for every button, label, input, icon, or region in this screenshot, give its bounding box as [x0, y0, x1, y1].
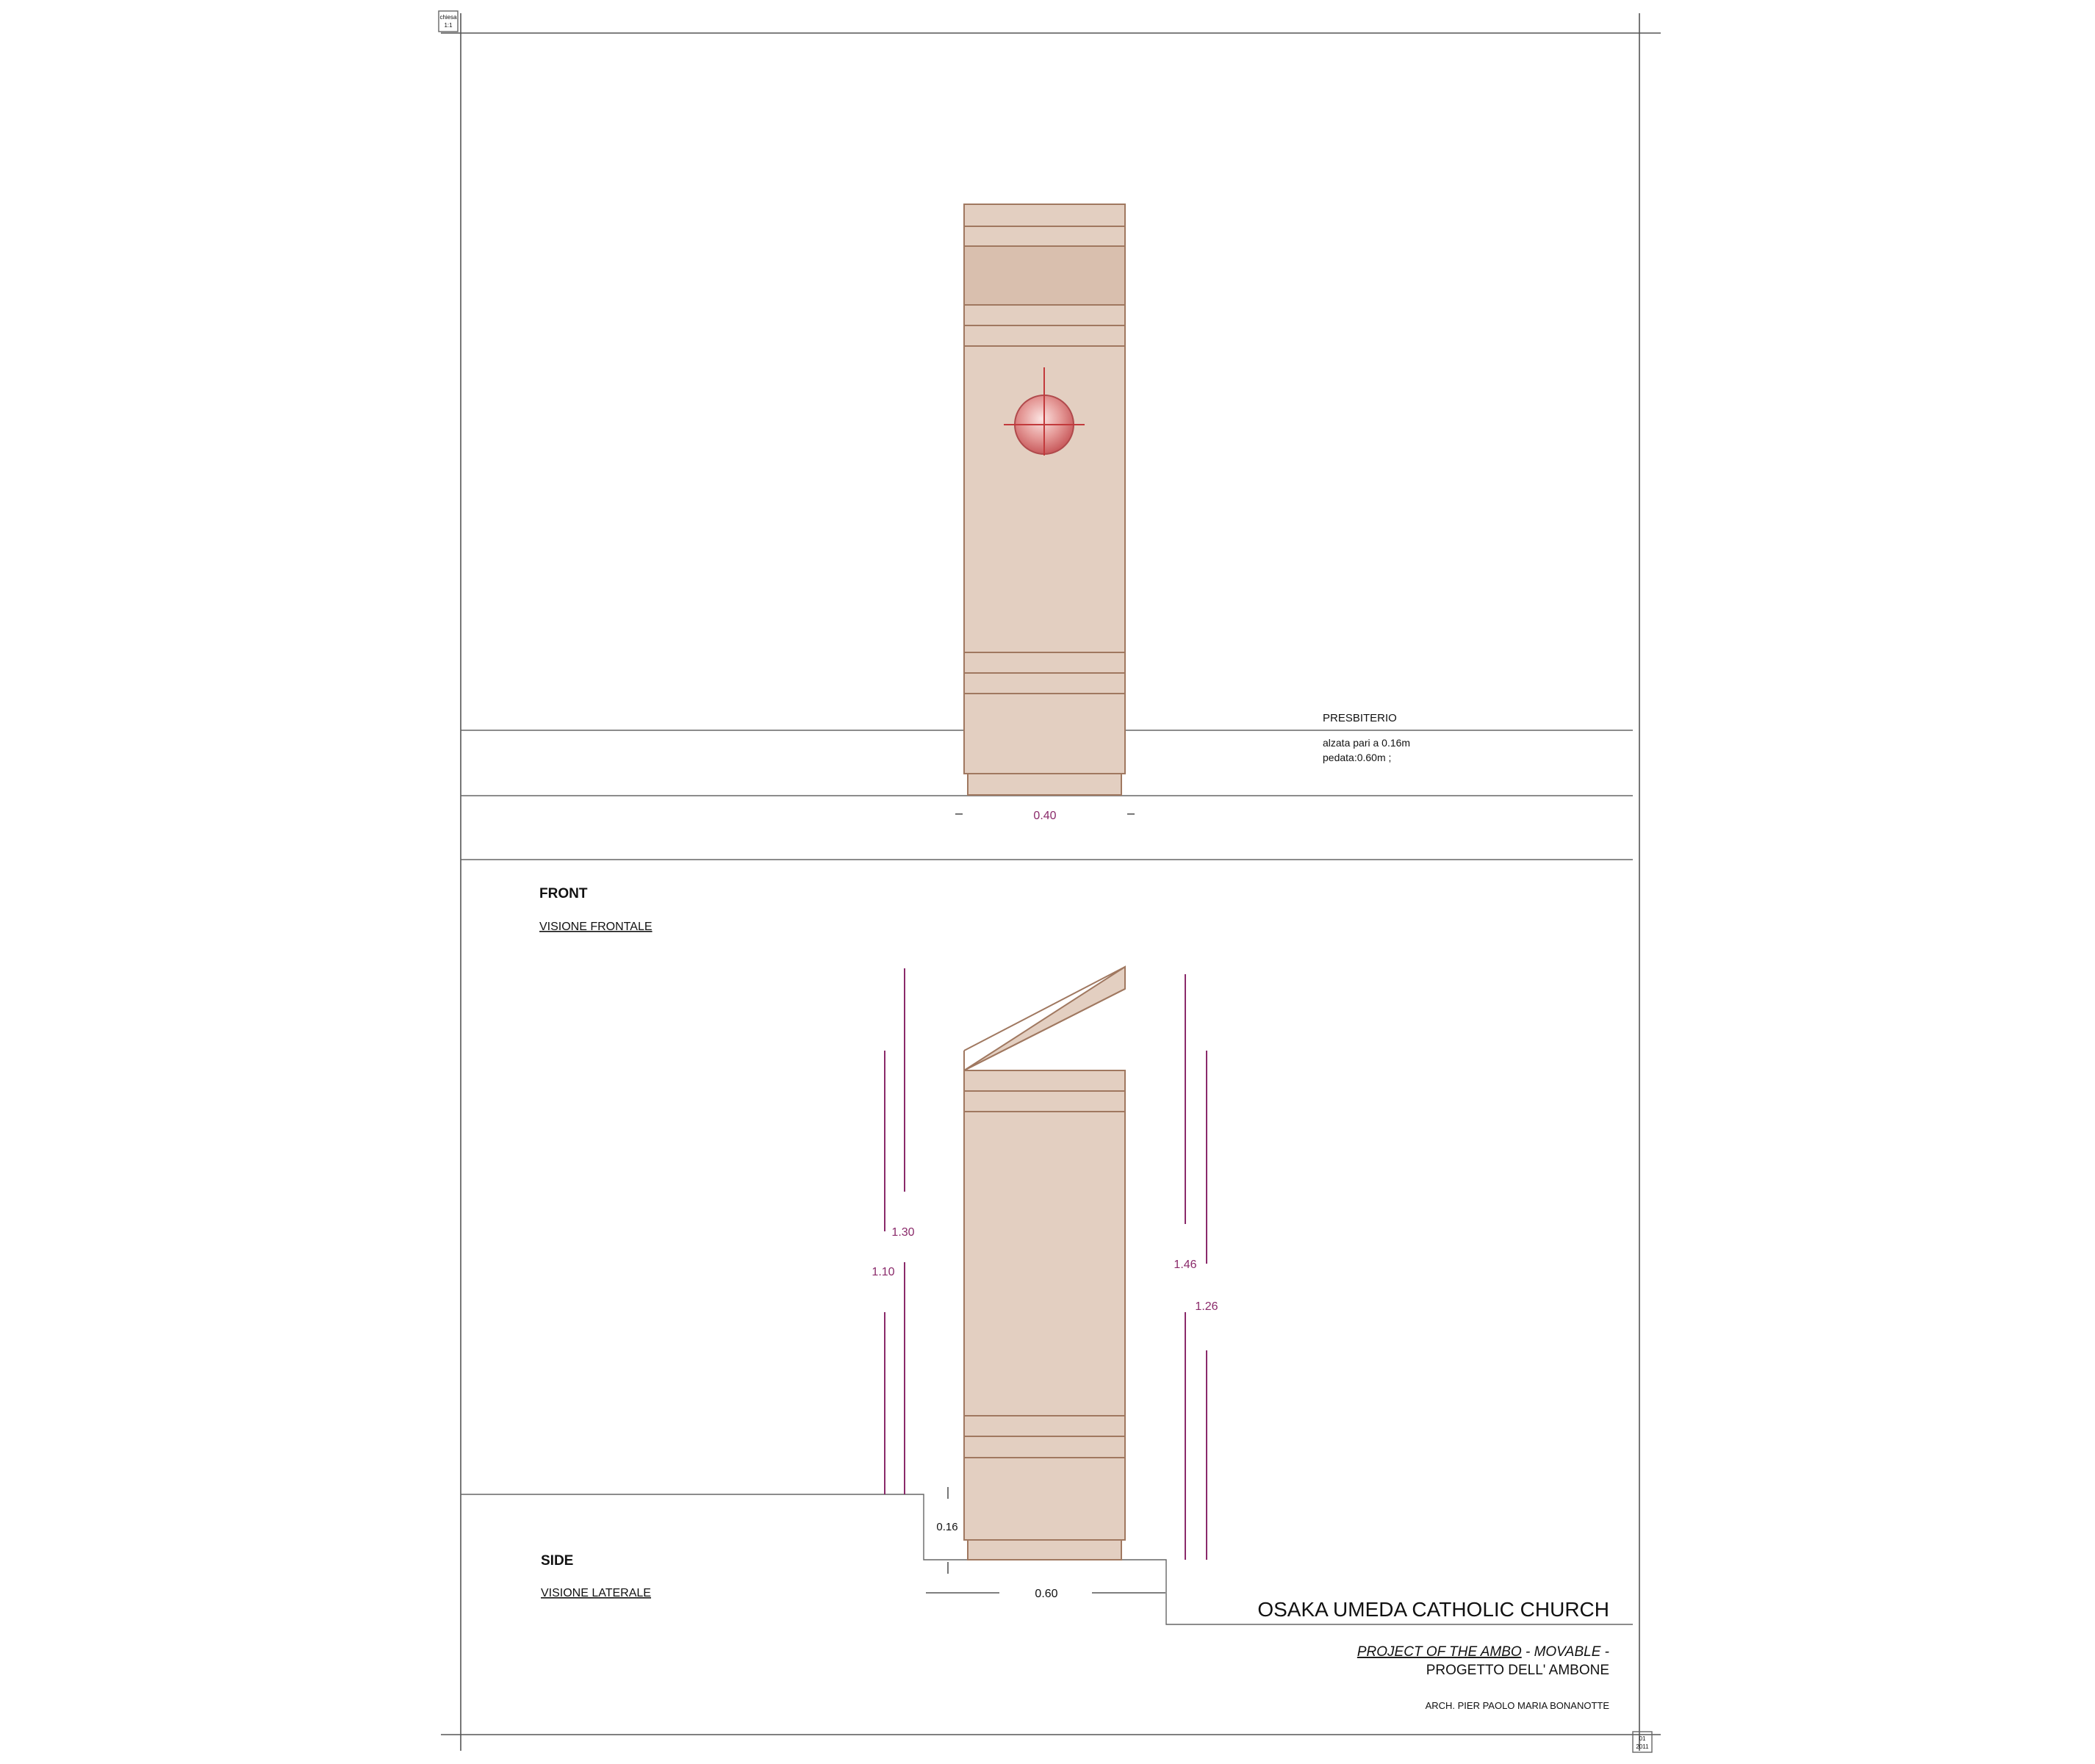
dim-right-outer: 1.46 [1174, 1259, 1197, 1271]
side-ambo-body [964, 1070, 1125, 1540]
front-view-subtitle: VISIONE FRONTALE [539, 921, 653, 933]
dim-left-inner: 1.10 [872, 1266, 895, 1278]
side-view-title: SIDE [541, 1553, 574, 1569]
presbiterio-line1: alzata pari a 0.16m [1323, 737, 1411, 749]
front-view [461, 204, 1633, 933]
stamp-top-left [439, 11, 458, 32]
church-name: OSAKA UMEDA CATHOLIC CHURCH [1257, 1598, 1609, 1621]
front-width-dimension [955, 810, 1135, 822]
stamp-top-line1: chiesa [439, 14, 457, 21]
project-title-it: PROGETTO DELL' AMBONE [1426, 1663, 1609, 1678]
front-view-title: FRONT [539, 886, 588, 901]
front-ambo-base [968, 774, 1121, 795]
presbiterio-note [1323, 712, 1410, 763]
stamp-bottom-line1: 01 [1639, 1735, 1646, 1742]
architect-name: ARCH. PIER PAOLO MARIA BONANOTTE [1425, 1700, 1609, 1711]
front-width-label: 0.40 [1033, 810, 1057, 822]
project-title-en [1357, 1644, 1609, 1660]
stamp-top-line2: 1:1 [444, 22, 453, 29]
side-depth-dimension [926, 1588, 1165, 1600]
side-step-dimension [936, 1487, 957, 1574]
dim-step: 0.16 [936, 1521, 958, 1533]
side-view-subtitle: VISIONE LATERALE [541, 1587, 651, 1599]
side-lectern-top [964, 967, 1125, 1070]
project-title-underlined: PROJECT OF THE AMBO [1356, 1644, 1522, 1660]
project-title-suffix: - MOVABLE - [1521, 1644, 1609, 1660]
side-view [461, 967, 1633, 1624]
dim-depth: 0.60 [1035, 1588, 1058, 1600]
side-dims-left [872, 968, 914, 1494]
title-block [1257, 1598, 1609, 1711]
side-dims-right [1174, 974, 1218, 1560]
presbiterio-line2: pedata:0.60m ; [1323, 752, 1392, 763]
front-ambo-top-panel [964, 246, 1125, 305]
presbiterio-title: PRESBITERIO [1323, 712, 1397, 724]
dim-right-inner: 1.26 [1195, 1300, 1218, 1313]
dim-left-outer: 1.30 [891, 1226, 915, 1239]
stamp-bottom-line2: 2011 [1636, 1743, 1649, 1750]
side-ambo-base [968, 1540, 1121, 1560]
